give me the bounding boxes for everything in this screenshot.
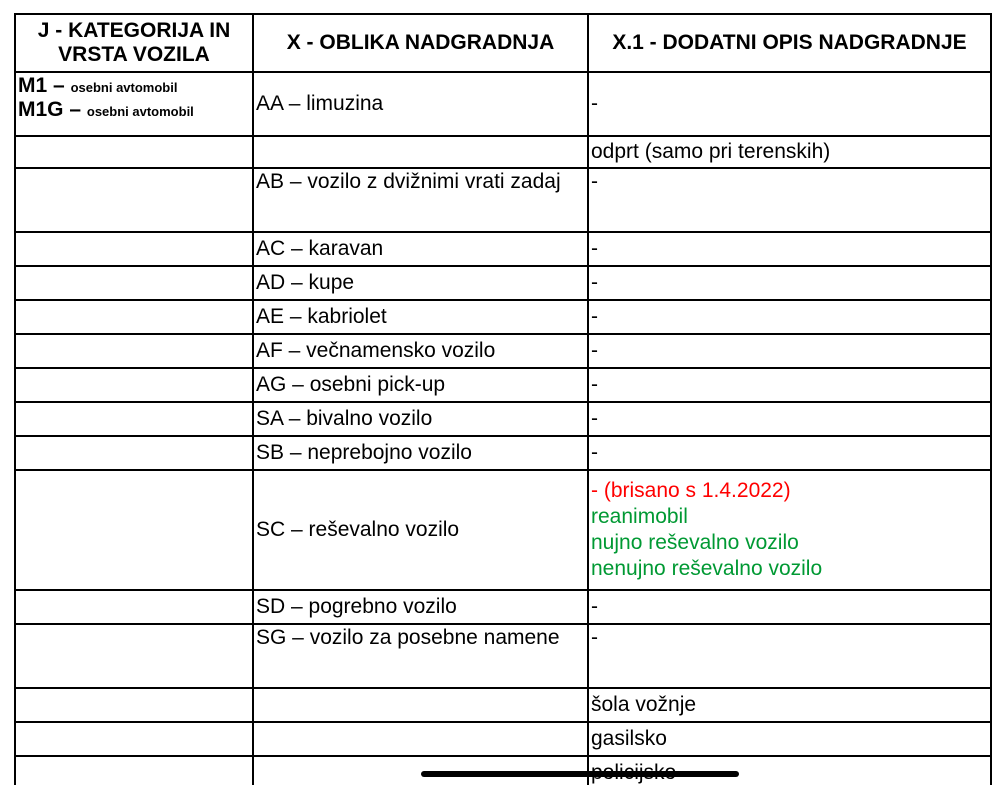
table-header-row [15,14,991,72]
body-description-cell: - [588,300,991,334]
body-form-cell: AF – večnamensko vozilo [253,334,588,368]
table-row [15,470,991,590]
body-form-cell: SD – pogrebno vozilo [253,590,588,624]
table-row [15,266,991,300]
added-option: nenujno reševalno vozilo [591,557,823,580]
table-row [15,590,991,624]
table-row [15,436,991,470]
table-row [15,368,991,402]
body-description-cell: gasilsko [588,722,991,756]
category-cell [15,300,253,334]
category-cell [15,232,253,266]
category-m1g: M1G – osebni avtomobil [18,98,194,121]
body-description-cell: - [588,168,991,232]
body-description-cell: - [588,436,991,470]
table-row [15,722,991,756]
category-cell [15,722,253,756]
table-row [15,232,991,266]
table-row [15,624,991,688]
category-cell [15,402,253,436]
body-description-cell: - [588,72,991,136]
body-description-cell: - [588,402,991,436]
body-form-cell: AC – karavan [253,232,588,266]
body-form-cell: AA – limuzina [253,72,588,136]
table-row [15,402,991,436]
table-row [15,300,991,334]
header-category: J - KATEGORIJA IN VRSTA VOZILA [15,14,253,72]
table-row [15,72,991,136]
category-cell [15,72,253,136]
category-cell [15,334,253,368]
body-description-cell: - [588,334,991,368]
body-form-cell [253,722,588,756]
category-m1: M1 – osebni avtomobil [18,74,178,97]
body-description-cell: - [588,624,991,688]
category-cell [15,756,253,785]
body-description-cell: - [588,266,991,300]
header-body-description: X.1 - DODATNI OPIS NADGRADNJE [588,14,991,72]
table-row [15,334,991,368]
category-cell [15,436,253,470]
body-form-cell: SG – vozilo za posebne namene [253,624,588,688]
category-cell [15,688,253,722]
deleted-note: - (brisano s 1.4.2022) [591,479,791,502]
category-cell [15,136,253,168]
header-body-form: X - OBLIKA NADGRADNJA [253,14,588,72]
added-option: nujno reševalno vozilo [591,531,799,554]
body-description-cell: odprt (samo pri terenskih) [588,136,991,168]
vehicle-body-table [14,13,992,785]
table-row [15,168,991,232]
category-cell [15,590,253,624]
body-description-cell: - [588,232,991,266]
table-row [15,688,991,722]
body-description-cell: šola vožnje [588,688,991,722]
body-form-cell: AE – kabriolet [253,300,588,334]
body-form-cell [253,136,588,168]
body-form-cell: SB – neprebojno vozilo [253,436,588,470]
category-cell [15,624,253,688]
category-cell [15,470,253,590]
home-indicator[interactable] [421,771,739,777]
table-row [15,136,991,168]
category-cell [15,266,253,300]
added-option: reanimobil [591,505,688,528]
body-form-cell: SA – bivalno vozilo [253,402,588,436]
body-form-cell: AD – kupe [253,266,588,300]
body-form-cell: AG – osebni pick-up [253,368,588,402]
body-form-cell: SC – reševalno vozilo [253,470,588,590]
category-cell [15,168,253,232]
body-description-cell: - [588,590,991,624]
category-cell [15,368,253,402]
body-description-cell: - [588,368,991,402]
body-form-cell [253,688,588,722]
body-description-cell [588,470,991,590]
body-form-cell: AB – vozilo z dvižnimi vrati zadaj [253,168,588,232]
